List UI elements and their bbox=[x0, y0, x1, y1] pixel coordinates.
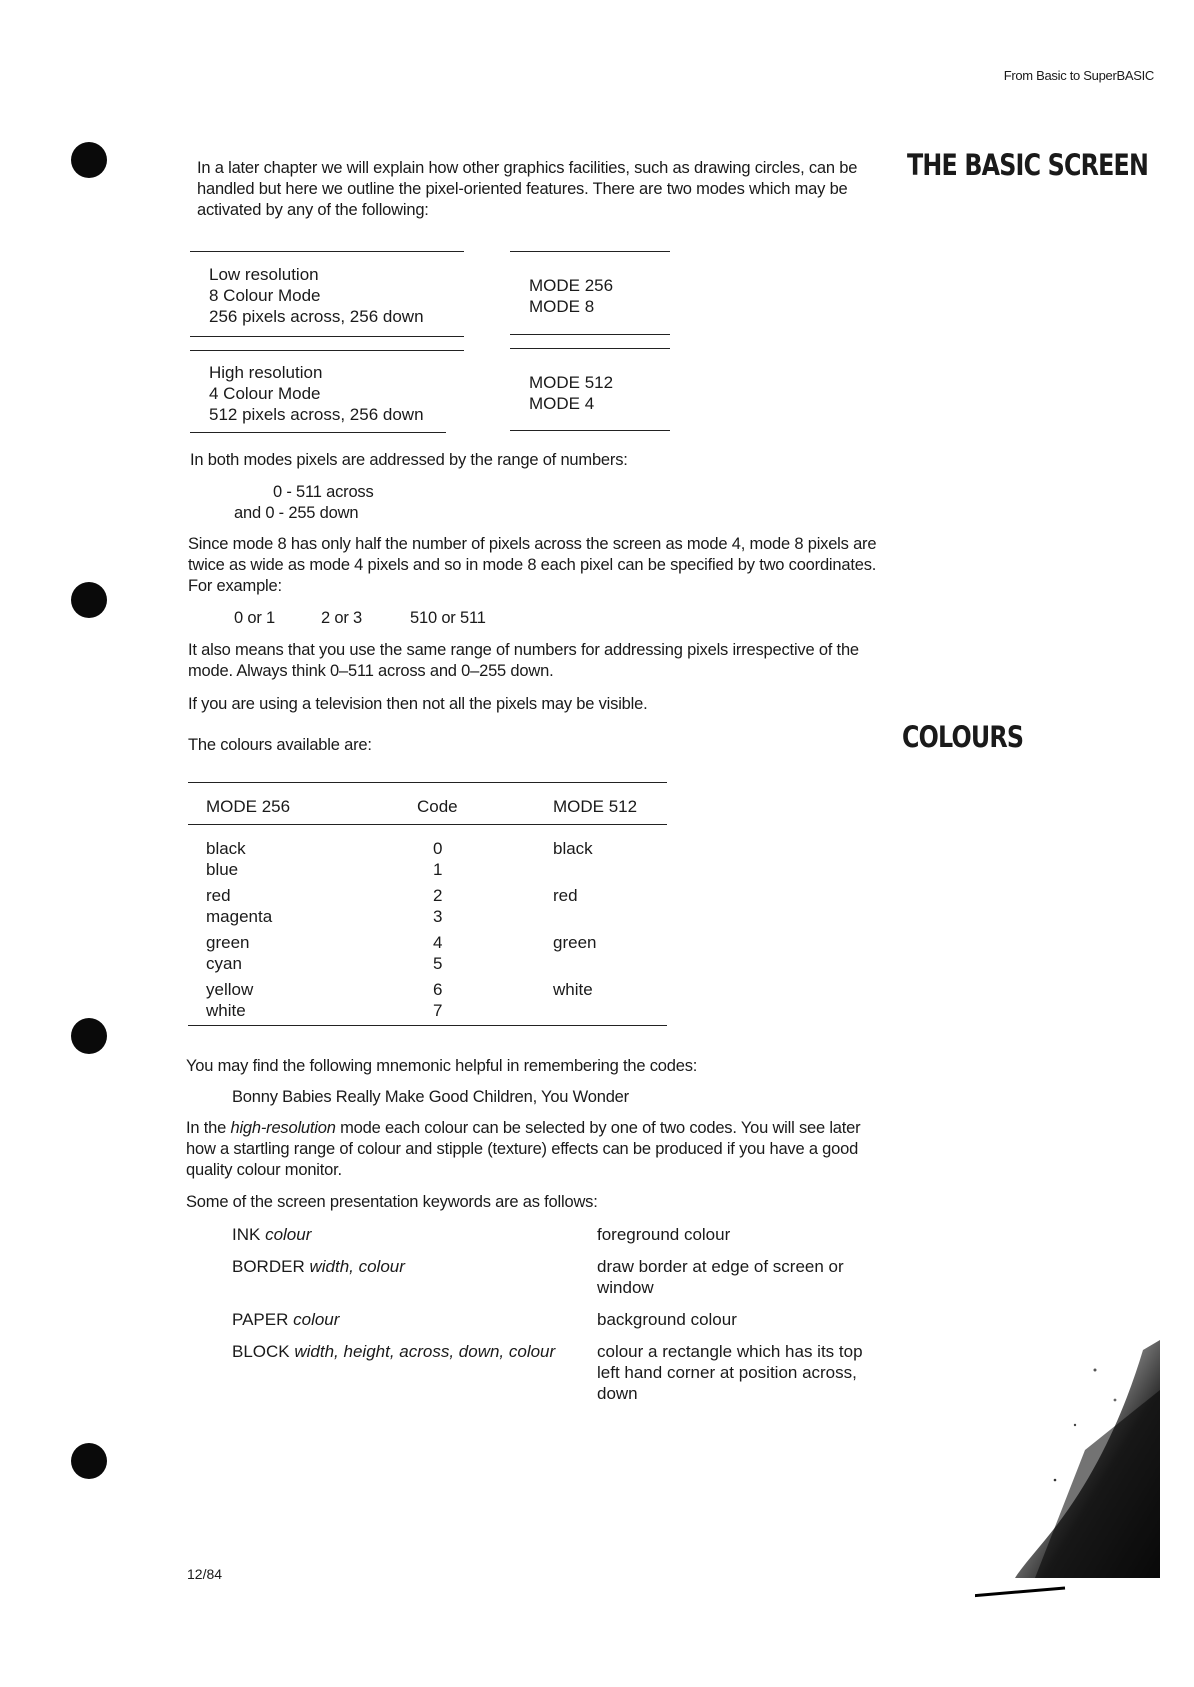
colour-mode512-cell: black bbox=[553, 839, 593, 858]
mode-keyword: MODE 512 bbox=[529, 373, 614, 392]
colour-mode256-cell: yellow bbox=[206, 980, 254, 999]
colour-mode256-cell: black bbox=[206, 839, 246, 858]
mode-line: 4 Colour Mode bbox=[209, 384, 321, 403]
mode-line: 256 pixels across, 256 down bbox=[209, 307, 424, 326]
heading-the-basic-screen: THE BASIC SCREEN bbox=[907, 148, 1149, 182]
keyword-ink bbox=[232, 1224, 311, 1245]
hires-text-before: In the bbox=[186, 1119, 231, 1137]
mode-rule bbox=[190, 432, 446, 433]
colour-code-cell: 5 bbox=[433, 954, 443, 973]
keyword-description: foreground colour bbox=[597, 1225, 731, 1244]
keyword-params: colour bbox=[293, 1310, 340, 1329]
mode-rule bbox=[190, 251, 464, 252]
keyword-name: BLOCK bbox=[232, 1342, 290, 1361]
keyword-description: colour a rectangle which has its top left hand corner at position across, down bbox=[597, 1342, 863, 1403]
mode-line: Low resolution bbox=[209, 265, 319, 284]
intro-paragraph: In a later chapter we will explain how other graphics facilities, such as drawing circles, can be handled but here we outline the pixel-oriented features. There are two modes which may be activated by any of the following: bbox=[197, 159, 858, 219]
mode-row-high bbox=[209, 362, 424, 425]
colour-table-bottom-rule bbox=[188, 1025, 667, 1026]
keyword-name: BORDER bbox=[232, 1257, 305, 1276]
mode-rule bbox=[510, 251, 670, 252]
keyword-block bbox=[232, 1341, 555, 1362]
hires-paragraph bbox=[186, 1118, 876, 1181]
mode-line: High resolution bbox=[209, 363, 323, 382]
colour-code-cell: 6 bbox=[433, 980, 443, 999]
mode-keyword: MODE 4 bbox=[529, 394, 595, 413]
example-1: 0 or 1 bbox=[234, 609, 275, 627]
colour-header-mode512: MODE 512 bbox=[553, 797, 638, 816]
colour-code-cell: 1 bbox=[433, 860, 443, 879]
mode-rule bbox=[510, 348, 670, 349]
punch-hole-3 bbox=[71, 1018, 107, 1054]
mode-keywords-high bbox=[529, 372, 613, 414]
mode-rule bbox=[190, 350, 464, 351]
keyword-name: PAPER bbox=[232, 1310, 289, 1329]
keywords-intro: Some of the screen presentation keywords are as follows: bbox=[186, 1193, 598, 1211]
keyword-description: background colour bbox=[597, 1310, 737, 1329]
keyword-name: INK bbox=[232, 1225, 261, 1244]
mode-rule bbox=[510, 430, 670, 431]
example-2: 2 or 3 bbox=[321, 609, 362, 627]
colour-code-cell: 0 bbox=[433, 839, 443, 858]
mode-row-low bbox=[209, 264, 424, 327]
colour-mode512-cell: green bbox=[553, 933, 597, 952]
mode-line: 8 Colour Mode bbox=[209, 286, 321, 305]
punch-hole-4 bbox=[71, 1443, 107, 1479]
footer-code: 12/84 bbox=[187, 1566, 223, 1582]
keyword-description: draw border at edge of screen or window bbox=[597, 1257, 844, 1297]
mode-keywords-low bbox=[529, 275, 613, 317]
same-range-paragraph: It also means that you use the same range of numbers for addressing pixels irrespective of the mode. Always think 0–511 across and 0–255 down. bbox=[188, 641, 859, 680]
colour-mode256-cell: white bbox=[206, 1001, 246, 1020]
punch-hole-2 bbox=[71, 582, 107, 618]
keyword-params: colour bbox=[265, 1225, 312, 1244]
punch-hole-1 bbox=[71, 142, 107, 178]
keyword-border bbox=[232, 1256, 405, 1277]
colour-table-header-rule bbox=[188, 824, 667, 825]
colour-header-code: Code bbox=[417, 797, 458, 816]
colour-mode256-cell: magenta bbox=[206, 907, 273, 926]
colours-intro: The colours available are: bbox=[188, 736, 372, 754]
mode-keyword: MODE 256 bbox=[529, 276, 614, 295]
keyword-paper bbox=[232, 1309, 339, 1330]
keyword-params: width, colour bbox=[309, 1257, 405, 1276]
mnemonic: Bonny Babies Really Make Good Children, You Wonder bbox=[232, 1088, 629, 1106]
range-line-across: 0 - 511 across bbox=[273, 483, 374, 501]
keyword-params: width, height, across, down, colour bbox=[294, 1342, 556, 1361]
colour-mode512-cell: white bbox=[553, 980, 593, 999]
television-paragraph: If you are using a television then not all the pixels may be visible. bbox=[188, 695, 648, 713]
mode-rule bbox=[510, 334, 670, 335]
colour-code-cell: 3 bbox=[433, 907, 443, 926]
mode8-paragraph: Since mode 8 has only half the number of pixels across the screen as mode 4, mode 8 pixels are twice as wide as mode 4 pixels and so in mode 8 each pixel can be specified by two coordinates. For example: bbox=[188, 535, 877, 595]
running-header: From Basic to SuperBASIC bbox=[1003, 68, 1154, 83]
colour-header-mode256: MODE 256 bbox=[206, 797, 291, 816]
colour-mode256-cell: green bbox=[206, 933, 250, 952]
range-intro: In both modes pixels are addressed by the range of numbers: bbox=[190, 451, 628, 469]
hires-text-after: mode each colour can be selected by one of two codes. You will see later how a startling range of colour and stipple (texture) effects can be produced if you have a good quality colour monitor. bbox=[186, 1119, 861, 1179]
heading-colours: COLOURS bbox=[902, 720, 1024, 754]
hires-text-italic: high-resolution bbox=[230, 1119, 336, 1137]
mnemonic-intro: You may find the following mnemonic helpful in remembering the codes: bbox=[186, 1057, 698, 1075]
mode-keyword: MODE 8 bbox=[529, 297, 595, 316]
colour-mode256-cell: red bbox=[206, 886, 231, 905]
colour-code-cell: 7 bbox=[433, 1001, 443, 1020]
colour-mode512-cell: red bbox=[553, 886, 578, 905]
colour-code-cell: 2 bbox=[433, 886, 443, 905]
colour-mode256-cell: blue bbox=[206, 860, 239, 879]
page-corner-decoration bbox=[975, 1330, 1175, 1610]
colour-mode256-cell: cyan bbox=[206, 954, 242, 973]
colour-table-top-rule bbox=[188, 782, 667, 783]
colour-code-cell: 4 bbox=[433, 933, 443, 952]
mode-rule bbox=[190, 336, 464, 337]
mode-line: 512 pixels across, 256 down bbox=[209, 405, 424, 424]
range-line-down: and 0 - 255 down bbox=[234, 504, 359, 522]
example-3: 510 or 511 bbox=[410, 609, 486, 627]
